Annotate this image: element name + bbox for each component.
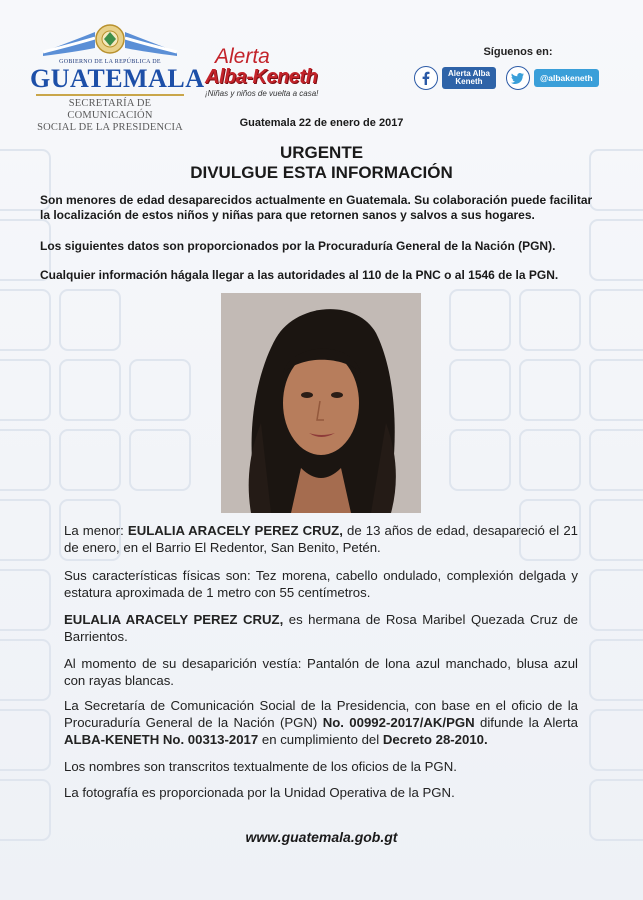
facebook-label-line-2: Keneth xyxy=(455,77,483,86)
intro-paragraph-3: Cualquier información hágala llegar a las autoridades al 110 de la PNC o al 1546 de la PGN. xyxy=(40,268,559,282)
alert-title xyxy=(0,143,643,183)
gov-secretariat-line-1: SECRETARÍA DE COMUNICACIÓN xyxy=(67,98,153,121)
alert-title-urgente: URGENTE xyxy=(279,143,364,162)
alba-keneth-alert-number: ALBA-KENETH No. 00313-2017 xyxy=(64,732,259,747)
body-p5-part-a: La Secretaría de Comunicación Social de la Presidencia, con base en el oficio de la Procuraduría General de la Nación (PGN) xyxy=(64,698,578,730)
gov-country-name: GUATEMALA xyxy=(30,64,205,93)
body-paragraph-1 xyxy=(64,522,578,556)
alert-title-divulgue: DIVULGUE ESTA INFORMACIÓN xyxy=(190,163,453,182)
gov-small-caption: GOBIERNO DE LA REPÚBLICA DE xyxy=(59,59,161,65)
government-logo xyxy=(30,22,205,133)
body-p1-prefix: La menor: xyxy=(64,523,128,538)
coat-of-arms-icon xyxy=(35,22,185,58)
body-paragraph-3 xyxy=(64,611,578,645)
alerta-word: Alerta xyxy=(215,45,270,68)
facebook-label-line-1: Alerta Alba xyxy=(448,69,490,78)
facebook-icon[interactable] xyxy=(414,66,438,90)
facebook-link[interactable] xyxy=(442,67,496,89)
body-p5-part-b: difunde la Alerta xyxy=(474,715,578,730)
pgn-oficio-number: No. 00992-2017/AK/PGN xyxy=(322,715,475,730)
body-paragraph-7: La fotografía es proporcionada por la Unidad Operativa de la PGN. xyxy=(64,785,455,800)
alerta-tagline: ¡Niñas y niños de vuelta a casa! xyxy=(205,89,319,98)
body-p5-part-c: en cumplimiento del xyxy=(258,732,383,747)
missing-person-name: EULALIA ARACELY PEREZ CRUZ, xyxy=(127,523,343,538)
twitter-link[interactable]: @albakeneth xyxy=(534,69,599,87)
intro-paragraph-2: Los siguientes datos son proporcionados por la Procuraduría General de la Nación (PGN). xyxy=(40,239,556,253)
missing-person-name-2: EULALIA ARACELY PEREZ CRUZ, xyxy=(64,612,284,627)
alba-keneth-name: Alba-Keneth xyxy=(205,66,318,88)
alba-keneth-logo xyxy=(205,47,345,98)
social-links xyxy=(414,46,614,90)
social-title: Síguenos en: xyxy=(483,46,553,58)
body-p3-relation: es hermana de Rosa Maribel Quezada Cruz de Barrientos. xyxy=(64,612,578,644)
body-paragraph-6: Los nombres son transcritos textualmente de los oficios de la PGN. xyxy=(64,759,457,774)
decreto-number: Decreto 28-2010. xyxy=(382,732,488,747)
body-paragraph-4: Al momento de su desaparición vestía: Pantalón de lona azul manchado, blusa azul con rayas blancas. xyxy=(64,656,578,688)
alert-date: Guatemala 22 de enero de 2017 xyxy=(239,117,404,129)
body-paragraph-5 xyxy=(64,697,578,748)
intro-paragraph-1: Son menores de edad desaparecidos actualmente en Guatemala. Su colaboración puede facilitar la localización de estos niños y niñas para que retornen sanos y salvos a sus hogares. xyxy=(40,193,593,222)
missing-person-photo xyxy=(221,293,421,513)
gov-secretariat-line-2: SOCIAL DE LA PRESIDENCIA xyxy=(37,122,183,133)
social-row xyxy=(414,66,614,90)
body-paragraph-2: Sus características físicas son: Tez morena, cabello ondulado, complexión delgada y estatura aproximada de 1 metro con 55 centímetros. xyxy=(64,568,578,600)
body-p1-details: de 13 años de edad, desapareció el 21 de enero, en el Barrio El Redentor, San Benito, Petén. xyxy=(64,523,578,555)
gov-divider xyxy=(36,94,184,96)
twitter-icon[interactable] xyxy=(506,66,530,90)
website-link[interactable]: www.guatemala.gob.gt xyxy=(245,829,398,845)
